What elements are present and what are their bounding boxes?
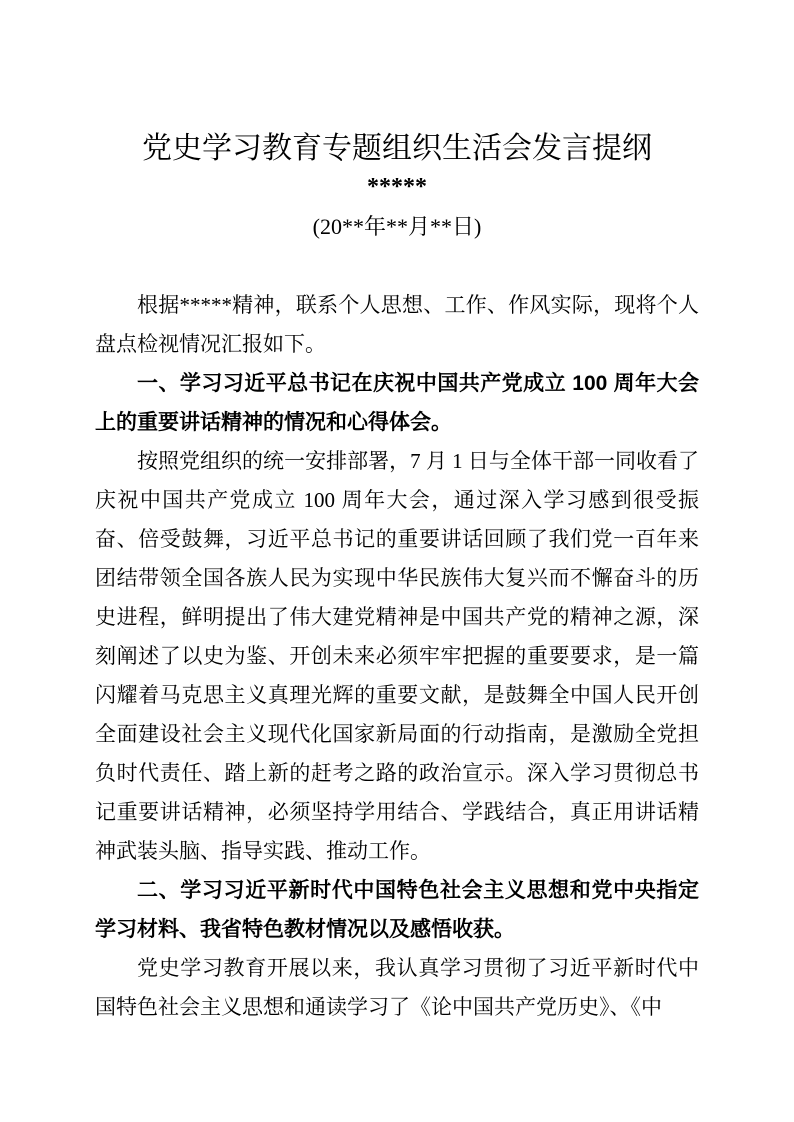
date-line: (20**年**月**日) [312,214,482,239]
body-paragraph: 按照党组织的统一安排部署，7 月 1 日与全体干部一同收看了庆祝中国共产党成立 100 周年大会，通过深入学习感到很受振奋、倍受鼓舞，习近平总书记的重要讲话回顾了我们党一百年来团结带领全国各族人民为实现中华民族伟大复兴而不懈奋斗的历史进程，鲜明提出了伟大建党精神是中国共产党的精神之源，深刻阐述了以史为鉴、开创未来必须牢牢把握的重要要求，是一篇闪耀着马克思主义真理光辉的重要文献，是鼓舞全中国人民开创全面建设社会主义现代化国家新局面的行动指南，是激励全党担负时代责任、踏上新的赶考之路的政治宣示。深入学习贯彻总书记重要讲话精神，必须坚持学用结合、学践结合，真正用讲话精神武装头脑、指导实践、推动工作。 [95,449,699,863]
document-body [95,286,699,1027]
page-content [95,0,699,1027]
body-paragraph: 党史学习教育开展以来，我认真学习贯彻了习近平新时代中国特色社会主义思想和通读学习了《论中国共产党历史》、《中 [95,956,699,1019]
body-paragraph: 根据*****精神，联系个人思想、工作、作风实际，现将个人盘点检视情况汇报如下。 [95,293,699,356]
section-heading: 一、学习习近平总书记在庆祝中国共产党成立 100 周年大会上的重要讲话精神的情况和心得体会。 [95,372,699,434]
stars-line: ***** [367,174,427,200]
section-heading: 二、学习习近平新时代中国特色社会主义思想和党中央指定学习材料、我省特色教材情况以及感悟收获。 [95,879,699,941]
document-title: 党史学习教育专题组织生活会发言提纲 [142,132,652,165]
